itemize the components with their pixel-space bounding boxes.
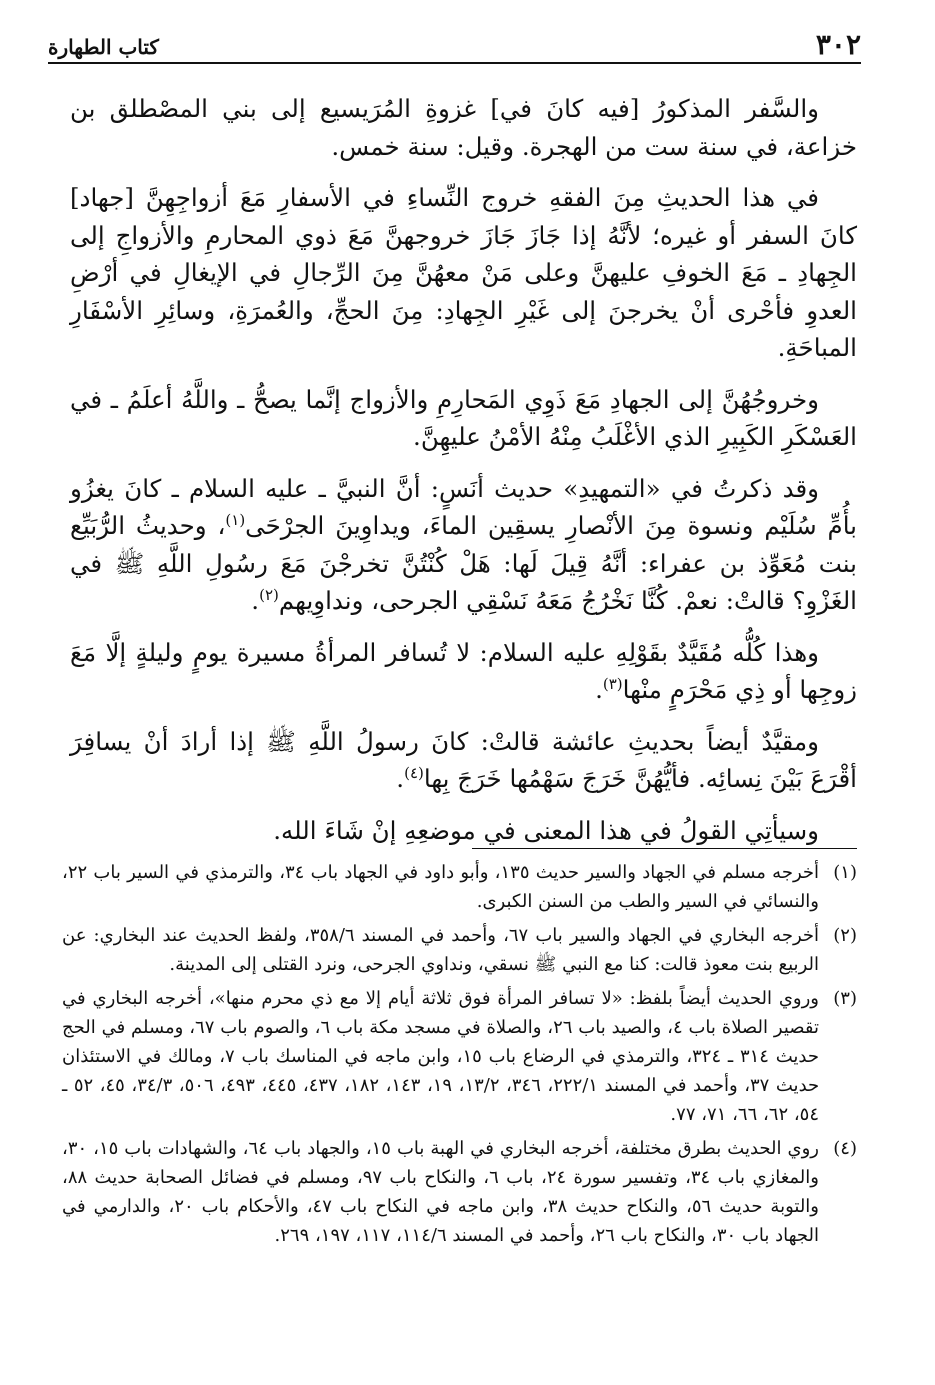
paragraph-text: وسيأتِي القولُ في هذا المعنى في موضعِهِ إنْ شَاءَ الله. <box>273 815 819 845</box>
footnote-text: وروي الحديث أيضاً بلفظ: «لا تسافر المرأة فوق ثلاثة أيام إلا مع ذي محرم منها»، أخرجه البخاري في تقصير الصلاة باب ٤، والصيد باب ٢٦، والصلاة في مسجد مكة باب ٦، والصوم باب ٦٧، ومسلم في الحج حديث ٣١٤ ـ ٣٢٤، والترمذي في الرضاع باب ١٥، وابن ماجه في المناسك باب ٧، ومالك في الاستئذان حديث ٣٧، وأحمد في المسند ٢٢٢/١، ٣٤٦، ١٣/٢، ١٩، ١٤٣، ١٨٢، ٤٣٧، ٤٤٥، ٤٩٣، ٥٠٦، ٣٤/٣، ٤٥، ٥٢ ـ ٥٤، ٦٢، ٦٦، ٧١، ٧٧. <box>62 988 820 1125</box>
footnote-ref-2[interactable]: (٢) <box>259 585 279 604</box>
footnote-number: (٢) <box>833 925 857 946</box>
footnote-ref-3[interactable]: (٣) <box>602 674 623 693</box>
paragraph-text: وخروجُهُنَّ إلى الجهادِ مَعَ ذَوِي المَحارِمِ والأزواج إنَّما يصحُّ ـ واللَّهُ أعلَمُ ـ في العَسْكَرِ الكَبِيرِ الذي الأغْلَبُ مِنْهُ الأمْنُ عليهِنَّ. <box>70 384 857 451</box>
paragraph-text: في هذا الحديثِ مِنَ الفقهِ خروج النِّساءِ في الأسفارِ مَعَ أزواجِهِنَّ [جهاد] كانَ السفر أو غيره؛ لأنَّهُ إذا جَازَ جَازَ خروجهنَّ مَعَ ذوي المحارمِ والأزواجِ إلى الجِهادِ ـ مَعَ الخوفِ عليهنَّ وعلى مَنْ معهُنَّ مِنَ الرِّجالِ في الإيغالِ في أرْضِ العدوِ فأحْرى أنْ يخرجنَ إلى غَيْرِ الجِهادِ: مِنَ الحجِّ، والعُمرَةِ، وسائِرِ الأسْفَارِ المباحَةِ. <box>70 183 857 362</box>
running-header <box>48 22 861 64</box>
book-title: كتاب الطهارة <box>48 35 159 59</box>
paragraph-text: وهذا كُلُّه مُقَيَّدٌ بقَوْلِهِ عليه السلام: لا تُسافر المرأةُ مسيرة يومٍ وليلةٍ إلَّا مَعَ زوجِها أو ذِي مَحْرَمٍ منْها <box>70 637 857 704</box>
footnote-text: أخرجه البخاري في الجهاد والسير باب ٦٧، وأحمد في المسند ٣٥٨/٦، ولفظ الحديث عند البخاري: عن الربيع بنت معوذ قالت: كنا مع النبي ﷺ نسقي، ونداوي الجرحى، ونرد القتلى إلى المدينة. <box>62 925 819 975</box>
paragraph-text: والسَّفر المذكورُ [فيه كانَ في] غزوةِ المُرَيسيع إلى بني المصْطلق بن خزاعة، في سنة ست من الهجرة. وقيل: سنة خمس. <box>70 94 857 161</box>
footnote-text: روي الحديث بطرق مختلفة، أخرجه البخاري في الهبة باب ١٥، والجهاد باب ٦٤، والشهادات باب ١٥، ٣٠، والمغازي باب ٣٤، وتفسير سورة ٢٤، باب ٦، والنكاح باب ٩٧، ومسلم في فضائل الصحابة حديث ٨٨، والتوبة حديث ٥٦، والنكاح حديث ٣٨، وابن ماجه في النكاح باب ٤٧، والأحكام باب ٢٠، والدارمي في الجهاد باب ٣٠، والنكاح باب ٢٦، وأحمد في المسند ١١٤/٦، ١١٧، ١٩٧، ٢٦٩. <box>62 1138 819 1246</box>
paragraph-4 <box>70 470 857 620</box>
footnote-ref-4[interactable]: (٤) <box>404 763 424 782</box>
paragraph-3 <box>70 381 857 456</box>
main-text <box>70 90 857 863</box>
footnote-divider <box>472 848 857 849</box>
footnote-number: (٤) <box>833 1138 857 1159</box>
footnote-text: أخرجه مسلم في الجهاد والسير حديث ١٣٥، وأبو داود في الجهاد باب ٣٤، والترمذي في السير باب ٢٢، والنسائي في السير والطب من السنن الكبرى. <box>62 862 820 912</box>
paragraph-2 <box>70 179 857 367</box>
footnote-number: (١) <box>833 862 857 883</box>
paragraph-text: ومقيَّدٌ أيضاً بحديثِ عائشة قالتْ: كانَ رسولُ اللَّهِ ﷺ إذا أرادَ أنْ يسافِرَ أقْرَعَ بَيْنَ نِسائِه. فأيُّهُنَّ خَرَجَ سَهْمُها خَرَجَ بِها <box>70 726 857 793</box>
paragraph-5 <box>70 634 857 709</box>
footnote-2 <box>62 921 857 979</box>
footnotes <box>62 858 857 1255</box>
footnote-ref-1[interactable]: (١) <box>225 510 246 529</box>
footnote-number: (٣) <box>833 988 857 1009</box>
paragraph-text: . <box>251 586 260 615</box>
footnote-3 <box>62 984 857 1129</box>
paragraph-6 <box>70 723 857 798</box>
paragraph-text: . <box>595 675 603 704</box>
paragraph-1 <box>70 90 857 165</box>
page-number: ٣٠٢ <box>815 28 861 61</box>
paragraph-7 <box>70 812 857 850</box>
paragraph-text: وقد ذكرتُ في «التمهيدِ» حديث أنَسٍ: أنَّ النبيَّ ـ عليه السلام ـ كانَ يغزُو بأُمِّ سُلَيْم ونسوة مِنَ الأنْصارِ يسقِين الماءَ، ويداوِينَ الجرْحَى <box>70 473 857 540</box>
footnote-1 <box>62 858 857 916</box>
paragraph-text: ، وحديثُ الرُّبَيِّع بنت مُعَوِّذ بن عفراء: أنَّهُ قِيلَ لَها: هَلْ كُنْتُنَّ تخرجْنَ مَعَ رسُولِ اللَّهِ ﷺ في الغَزْوِ؟ قالتْ: نعمْ. كُنَّا نَخْرُجُ مَعَهُ نَسْقِي الجرحى، ونداوِيهم <box>70 511 857 615</box>
footnote-4 <box>62 1134 857 1250</box>
paragraph-text: . <box>396 764 405 793</box>
